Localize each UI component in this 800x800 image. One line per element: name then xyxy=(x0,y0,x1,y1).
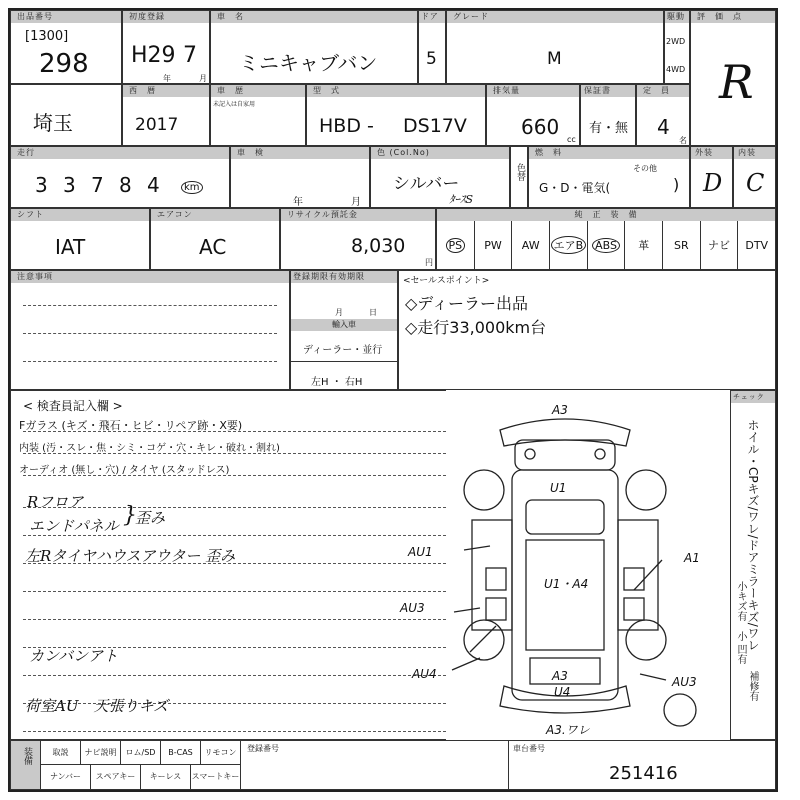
notes-line xyxy=(23,475,446,476)
ac-header: エアコン xyxy=(151,209,279,221)
first-reg-header: 初度登録 xyxy=(123,11,209,23)
equip-navi xyxy=(701,221,739,269)
lot-number: 298 xyxy=(39,49,89,79)
cc-cell xyxy=(486,84,580,146)
equip-leather-label: 革 xyxy=(638,239,650,252)
fuel-cell xyxy=(528,146,690,208)
shift-header: シフト xyxy=(11,209,149,221)
mileage-digit: 7 xyxy=(91,173,104,197)
year-cell xyxy=(122,84,210,146)
equip-leather xyxy=(625,221,663,269)
history-note: 未記入は自家用 xyxy=(213,101,256,108)
notes-line xyxy=(23,675,446,676)
drive-2wd: 2WD xyxy=(666,37,686,46)
sales-header: <セールスポイント> xyxy=(403,276,490,286)
notes-line xyxy=(23,453,446,454)
first-reg-cell xyxy=(122,10,210,84)
area-value: 埼玉 xyxy=(33,111,73,135)
mileage-digits xyxy=(35,173,167,197)
mark-front: A3 xyxy=(552,403,568,417)
footer-item: ナンバー xyxy=(41,765,91,789)
footer xyxy=(10,740,776,790)
insp-year-unit: 年 xyxy=(293,197,303,208)
unit-year: 年 xyxy=(163,74,171,83)
notes-header: 注意事項 xyxy=(11,271,289,283)
warranty-cell xyxy=(580,84,636,146)
damage-diagram xyxy=(390,390,730,740)
inspector-title: < 検査員記入欄 > xyxy=(23,399,123,413)
interior-score: C xyxy=(746,169,765,197)
car-name-cell xyxy=(210,10,418,84)
equip-airbag xyxy=(550,221,588,269)
equip-sr xyxy=(663,221,701,269)
fuel-close: ) xyxy=(673,175,680,194)
mark-rear: U4 xyxy=(554,685,571,699)
equip-abs xyxy=(588,221,626,269)
mileage-cell xyxy=(10,146,230,208)
equip-dtv xyxy=(738,221,775,269)
expiry-month-unit: 月 xyxy=(335,308,343,317)
windshield xyxy=(526,500,604,534)
exterior-cell xyxy=(690,146,733,208)
equipment-header: 純 正 装 備 xyxy=(437,209,775,221)
wheel-front-right xyxy=(626,470,666,510)
footer-item: 取説 xyxy=(41,741,81,764)
model-header: 型 式 xyxy=(307,85,485,97)
reg-era: H29 xyxy=(131,43,176,68)
equip-aw xyxy=(512,221,550,269)
side-small-dent: 小 凹有 xyxy=(735,631,746,665)
mileage-digit: 8 xyxy=(119,173,132,197)
expiry-header: 登録期限有効期限 xyxy=(291,271,397,283)
footer-equip-header xyxy=(11,741,41,789)
bracket-mark: } xyxy=(123,503,137,528)
audio-tire-line: オーディオ (無し・穴) / タイヤ (スタッドレス) xyxy=(19,465,230,476)
color-change-cell xyxy=(510,146,528,208)
grade-cell xyxy=(446,10,664,84)
steering-value: 左H ・ 右H xyxy=(311,377,363,388)
mark-left-front: AU1 xyxy=(408,545,433,559)
import-header: 輸入車 xyxy=(291,319,397,331)
doors-cell xyxy=(418,10,446,84)
grade-header: グレード xyxy=(447,11,663,23)
score-value: R xyxy=(719,55,754,109)
chassis-number-cell xyxy=(509,741,775,789)
equip-dtv-label: DTV xyxy=(745,238,769,252)
import-value: ディーラー・並行 xyxy=(303,345,383,356)
footer-items-row1 xyxy=(41,741,241,765)
chassis-number-label: 車台番号 xyxy=(513,744,545,753)
color-value: シルバー xyxy=(393,174,460,194)
doors-header: ドア xyxy=(419,11,445,23)
mark-rear-bumper: A3.ワレ xyxy=(546,723,590,737)
shift-cell xyxy=(10,208,150,270)
mark-left-wheel: AU4 xyxy=(412,667,437,681)
history-header: 車 歴 xyxy=(211,85,305,97)
wheel-front-left xyxy=(464,470,504,510)
model-value: DS17V xyxy=(403,115,467,137)
front-bumper xyxy=(500,419,630,446)
footer-item: B-CAS xyxy=(161,741,201,764)
equip-sr-label: SR xyxy=(674,238,689,252)
car-name-header: 車 名 xyxy=(211,11,417,23)
windshield-line: Fガラス (キズ・飛石・ヒビ・リペア跡・X要) xyxy=(19,419,243,432)
score-header: 評 価 点 xyxy=(691,11,775,23)
handwritten-note: エンドパネル xyxy=(29,517,119,535)
cc-unit: cc xyxy=(567,135,576,144)
year-value: 2017 xyxy=(135,115,179,135)
notes-line xyxy=(23,619,446,620)
drive-header: 駆動 xyxy=(665,11,689,23)
sales-point: ◇走行33,000km台 xyxy=(405,318,547,337)
recycle-cell xyxy=(280,208,436,270)
roof xyxy=(526,540,604,650)
fuel-header: 燃 料 xyxy=(529,147,689,159)
interior-header: 内装 xyxy=(734,147,775,159)
right-window xyxy=(624,568,644,590)
notes-line xyxy=(23,731,446,732)
history-cell xyxy=(210,84,306,146)
cc-header: 排気量 xyxy=(487,85,579,97)
leader-line xyxy=(640,674,666,680)
warranty-value: 有・無 xyxy=(589,121,629,136)
color-cell xyxy=(370,146,510,208)
registration-number-cell xyxy=(243,741,509,789)
ac-value: AC xyxy=(199,235,227,259)
insp-month-unit: 月 xyxy=(351,197,361,208)
notes-line xyxy=(23,305,277,306)
color-header: 色 (Col.No) xyxy=(371,147,509,159)
mileage-digit: 3 xyxy=(63,173,76,197)
notes-cell xyxy=(10,270,290,390)
inspection-header: 車 検 xyxy=(231,147,369,159)
capacity-header: 定 員 xyxy=(637,85,689,97)
handwritten-note: カンバンアト xyxy=(29,647,118,665)
notes-line xyxy=(23,333,277,334)
car-diagram-svg xyxy=(390,390,730,740)
equip-airbag-label: エアB xyxy=(551,236,587,254)
footer-item: スマートキー xyxy=(191,765,241,789)
side-repair: 補修有 xyxy=(747,671,758,701)
equip-pw-label: PW xyxy=(484,238,502,252)
mileage-unit: km xyxy=(181,181,203,194)
wheel-rear-right xyxy=(626,620,666,660)
right-window xyxy=(624,598,644,620)
handwritten-note: Rフロア xyxy=(27,493,84,511)
mark-windshield: U1 xyxy=(550,481,567,495)
reg-month: 7 xyxy=(183,43,197,68)
notes-line xyxy=(23,591,446,592)
mileage-header: 走行 xyxy=(11,147,229,159)
color-code: ﾀｰｽS xyxy=(449,193,474,206)
mileage-digit: 3 xyxy=(35,173,48,197)
equip-abs-label: ABS xyxy=(592,238,620,253)
drive-4wd: 4WD xyxy=(666,65,686,74)
sales-point: ◇ディーラー出品 xyxy=(405,294,529,313)
interior-cell xyxy=(733,146,776,208)
cc-value: 660 xyxy=(521,115,560,139)
headlight-left xyxy=(525,449,535,459)
notes-line xyxy=(23,507,446,508)
shift-value: IAT xyxy=(55,235,86,259)
mileage-digit: 4 xyxy=(147,173,160,197)
inspector-notes xyxy=(10,390,446,740)
footer-equip-label: 装備 xyxy=(22,747,32,765)
notes-line xyxy=(23,431,446,432)
recycle-header: リサイクル預託金 xyxy=(281,209,435,221)
color-change-label: 色替 xyxy=(515,163,525,181)
equip-ps xyxy=(437,221,475,269)
side-vertical-text: ホイル・CPキズ/ワレ/ドアミラーキズ/ワレ xyxy=(746,419,760,651)
footer-items-row2 xyxy=(41,765,241,789)
footer-item: ロム/SD xyxy=(121,741,161,764)
interior-line: 内装 (汚・スレ・焦・シミ・コゲ・穴・キレ・破れ・割れ) xyxy=(19,443,280,454)
leader-line xyxy=(454,608,480,612)
leader-line xyxy=(452,658,480,670)
handwritten-note: 荷室AU 天張りキズ xyxy=(25,697,169,715)
car-name: ミニキャブバン xyxy=(239,51,378,75)
side-check-column xyxy=(730,390,776,740)
side-small-scratch: 小キズ有 xyxy=(735,581,746,621)
handwritten-note: 左Rタイヤハウスアウター 歪み xyxy=(25,547,236,565)
equip-navi-label: ナビ xyxy=(708,239,731,252)
chassis-number-value: 251416 xyxy=(609,763,678,784)
grade-value: M xyxy=(547,49,562,69)
capacity-cell xyxy=(636,84,690,146)
capacity-unit: 名 xyxy=(679,136,687,145)
model-cell xyxy=(306,84,486,146)
drive-cell xyxy=(664,10,690,84)
front-panel xyxy=(515,440,615,470)
notes-line xyxy=(23,361,277,362)
doors-value: 5 xyxy=(426,49,437,69)
mark-rear-glass: A3 xyxy=(552,669,568,683)
spare-wheel xyxy=(664,694,696,726)
ac-cell xyxy=(150,208,280,270)
mark-left-rear: AU3 xyxy=(400,601,425,615)
registration-number-label: 登録番号 xyxy=(247,744,279,753)
check-header: チェック xyxy=(731,391,775,403)
headlight-right xyxy=(595,449,605,459)
model-prefix: HBD - xyxy=(319,115,374,137)
mark-right-rear: AU3 xyxy=(672,675,697,689)
footer-item: リモコン xyxy=(201,741,241,764)
score-cell xyxy=(690,10,776,146)
equipment-list xyxy=(437,221,775,269)
fuel-value: G・D・電気( xyxy=(539,181,611,195)
warranty-header: 保証書 xyxy=(581,85,635,97)
year-header: 西 暦 xyxy=(123,85,209,97)
footer-item: スペアキー xyxy=(91,765,141,789)
expiry-day-unit: 日 xyxy=(369,308,377,317)
exterior-score: D xyxy=(703,169,723,197)
equip-pw xyxy=(475,221,513,269)
capacity-value: 4 xyxy=(657,115,670,139)
left-window xyxy=(486,568,506,590)
auction-sheet xyxy=(8,8,778,792)
lot-prefix: [1300] xyxy=(25,29,69,44)
equip-ps-label: PS xyxy=(446,238,466,253)
divider xyxy=(291,361,397,362)
footer-item: ナビ説明 xyxy=(81,741,121,764)
fuel-other: その他 xyxy=(633,164,657,173)
wheel-rear-left xyxy=(464,620,504,660)
footer-item: キーレス xyxy=(141,765,191,789)
sales-cell xyxy=(398,270,776,390)
mark-right-door: A1 xyxy=(684,551,700,565)
left-window xyxy=(486,598,506,620)
leader-line xyxy=(464,546,490,550)
lot-header: 出品番号 xyxy=(11,11,121,23)
mark-roof: U1・A4 xyxy=(544,577,589,591)
inspection-cell xyxy=(230,146,370,208)
expiry-cell xyxy=(290,270,398,390)
area-cell xyxy=(10,84,122,146)
equipment-cell xyxy=(436,208,776,270)
unit-month: 月 xyxy=(199,74,207,83)
exterior-header: 外装 xyxy=(691,147,732,159)
recycle-unit: 円 xyxy=(425,258,433,267)
lot-cell xyxy=(10,10,122,84)
handwritten-note: 歪み xyxy=(135,509,166,527)
equip-aw-label: AW xyxy=(521,238,540,252)
recycle-value: 8,030 xyxy=(351,235,406,257)
